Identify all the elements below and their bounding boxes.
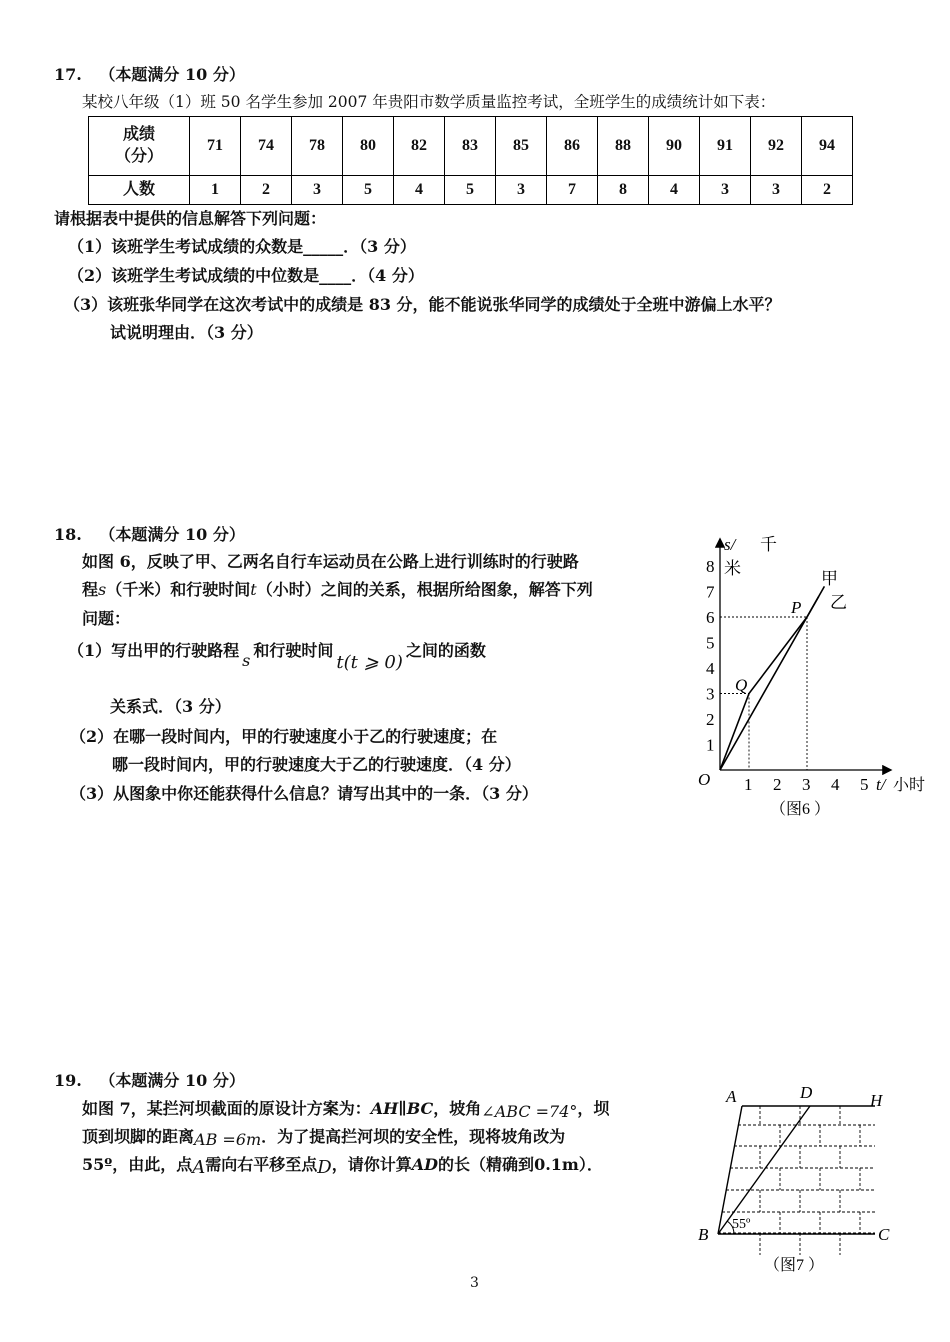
count-cell: 5 — [343, 176, 394, 205]
q19-text: ，坡角 — [433, 1099, 482, 1118]
q17-part3: （3）该班张华同学在这次考试中的成绩是 83 分，能不能说张华同学的成绩处于全班中游偏上水平？ — [64, 295, 781, 314]
q19-header — [54, 1070, 245, 1092]
q19-precision: 0.1m — [534, 1155, 579, 1174]
x-ticks — [744, 775, 869, 794]
q17-part1: （1）该班学生考试成绩的众数是_____．（3 分） — [68, 237, 416, 256]
q18-text: （1）写出甲的行驶路程 — [68, 641, 240, 660]
score-cell: 74 — [241, 117, 292, 176]
x-tick-label: 4 — [831, 775, 840, 794]
slope-ab — [718, 1106, 742, 1234]
score-cell: 88 — [598, 117, 649, 176]
y-tick-label: 2 — [706, 710, 715, 729]
q18-line2 — [82, 579, 593, 601]
q18-text: 程 — [82, 580, 99, 599]
line-jia-label: 甲 — [821, 569, 838, 588]
count-cell: 5 — [445, 176, 496, 205]
q17-prompt: 请根据表中提供的信息解答下列问题： — [54, 209, 327, 228]
q19-point-a: A — [192, 1157, 206, 1178]
q17-part3-cont: 试说明理由．（3 分） — [110, 323, 263, 342]
q19-ab: AB =6m — [194, 1130, 262, 1149]
q18-header — [54, 524, 245, 546]
point-d-label: D — [800, 1083, 813, 1102]
x-tick-label: 1 — [744, 775, 753, 794]
q19-text: ，坝 — [577, 1099, 610, 1118]
score-row-header — [89, 117, 190, 176]
q19-ad: AD — [411, 1155, 439, 1174]
q18-part1-cont: 关系式．（3 分） — [110, 697, 231, 716]
count-cell: 4 — [649, 176, 700, 205]
x-axis-label: t/ — [876, 775, 886, 794]
figure-7 — [690, 1080, 910, 1280]
page-number: 3 — [470, 1275, 479, 1291]
figure-6 — [690, 528, 940, 828]
q18-text: （千米）和行驶时间 — [106, 580, 251, 599]
score-cell: 78 — [292, 117, 343, 176]
q19-text: ）． — [578, 1155, 603, 1174]
q18-part3: （3）从图象中你还能获得什么信息？请写出其中的一条．（3 分） — [70, 784, 538, 803]
point-c-label: C — [878, 1225, 890, 1244]
q19-number: 19. — [54, 1071, 82, 1090]
q19-score-note: （本题满分 10 分） — [99, 1071, 245, 1090]
y-tick-label: 7 — [706, 582, 715, 602]
q18-expr: t(t ⩾ 0) — [336, 652, 403, 673]
q19-text: ．为了提高拦河坝的安全性，现将坡角改为 — [261, 1127, 566, 1146]
q19-line3 — [82, 1154, 603, 1176]
y-tick-label: 3 — [706, 684, 715, 704]
point-b-label: B — [698, 1225, 709, 1244]
score-cell: 85 — [496, 117, 547, 176]
score-header-label: 成绩 — [122, 126, 155, 143]
y-tick-label: 1 — [706, 735, 715, 755]
var-t: t — [250, 580, 257, 599]
y-axis-label: s/ — [724, 535, 736, 554]
q18-text: （小时）之间的关系，根据所给图象，解答下列 — [256, 580, 593, 599]
x-axis-unit: 小时 — [893, 777, 926, 794]
q18-line3: 问题： — [82, 609, 131, 628]
score-header-unit: （分） — [114, 148, 163, 165]
point-h-label: H — [870, 1091, 883, 1110]
q17-number: 17. — [54, 65, 82, 84]
count-cell: 4 — [394, 176, 445, 205]
q18-text: 之间的函数 — [405, 641, 486, 660]
q18-part2-cont: 哪一段时间内，甲的行驶速度大于乙的行驶速度．（4 分） — [112, 755, 521, 774]
q19-line2 — [82, 1126, 565, 1148]
q18-part1 — [68, 640, 486, 673]
count-cell: 2 — [802, 176, 853, 205]
q19-text: 55º，由此，点 — [82, 1155, 193, 1174]
q17-header — [54, 64, 245, 86]
y-tick-label: 8 — [706, 557, 715, 576]
q18-score-note: （本题满分 10 分） — [99, 525, 245, 544]
count-cell: 8 — [598, 176, 649, 205]
q19-text: 需向右平移至点 — [205, 1155, 318, 1174]
count-row — [89, 176, 853, 205]
y-ticks — [706, 557, 715, 755]
count-cell: 1 — [190, 176, 241, 205]
count-cell: 7 — [547, 176, 598, 205]
y-tick-label: 6 — [706, 608, 715, 627]
score-table — [88, 116, 853, 205]
x-tick-label: 2 — [773, 775, 782, 794]
origin-label: O — [698, 770, 711, 789]
point-q-label: Q — [735, 675, 748, 695]
q17-part2: （2）该班学生考试成绩的中位数是____．（4 分） — [68, 266, 424, 285]
score-cell: 83 — [445, 117, 496, 176]
q19-parallel: AH∥BC — [370, 1099, 434, 1118]
q19-point-d: D — [317, 1157, 332, 1178]
count-row-header: 人数 — [89, 176, 190, 205]
q17-score-note: （本题满分 10 分） — [99, 65, 245, 84]
x-tick-label: 5 — [860, 775, 869, 794]
q19-text: 顶到坝脚的距离 — [82, 1127, 195, 1146]
q19-text: 的长（精确到 — [438, 1155, 535, 1174]
q18-text: 和行驶时间 — [253, 641, 334, 660]
score-cell: 91 — [700, 117, 751, 176]
count-cell: 3 — [700, 176, 751, 205]
score-row — [89, 117, 853, 176]
angle-label: 55º — [732, 1217, 751, 1232]
y-tick-label: 4 — [706, 659, 715, 678]
count-cell: 2 — [241, 176, 292, 205]
score-cell: 94 — [802, 117, 853, 176]
q19-line1 — [82, 1098, 609, 1120]
score-cell: 71 — [190, 117, 241, 176]
count-cell: 3 — [751, 176, 802, 205]
dam-bricks — [718, 1106, 875, 1255]
q19-text: 如图 7，某拦河坝截面的原设计方案为： — [82, 1099, 371, 1118]
point-p-label: P — [791, 598, 802, 617]
score-cell: 80 — [343, 117, 394, 176]
score-cell: 86 — [547, 117, 598, 176]
q19-text: ，请你计算 — [331, 1155, 412, 1174]
var-s: s — [242, 651, 251, 670]
score-cell: 90 — [649, 117, 700, 176]
var-s: s — [98, 580, 107, 599]
q18-part2: （2）在哪一段时间内，甲的行驶速度小于乙的行驶速度；在 — [70, 727, 498, 746]
count-cell: 3 — [496, 176, 547, 205]
y-tick-label: 5 — [706, 633, 715, 653]
y-axis-unit-2: 米 — [724, 559, 741, 578]
figure-7-caption: （图7 ） — [764, 1257, 825, 1274]
score-cell: 82 — [394, 117, 445, 176]
y-axis-unit-1: 千 — [760, 535, 777, 554]
line-yi-label: 乙 — [830, 593, 847, 612]
q18-line1: 如图 6，反映了甲、乙两名自行车运动员在公路上进行训练时的行驶路 — [82, 552, 579, 571]
figure-6-caption: （图6 ） — [770, 801, 831, 818]
count-cell: 3 — [292, 176, 343, 205]
score-cell: 92 — [751, 117, 802, 176]
point-a-label: A — [726, 1087, 737, 1106]
x-tick-label: 3 — [802, 775, 811, 794]
q17-intro: 某校八年级（1）班 50 名学生参加 2007 年贵阳市数学质量监控考试，全班学生的成绩统计如下表： — [82, 93, 776, 111]
q19-angle: ∠ABC =74° — [481, 1102, 578, 1121]
q18-number: 18. — [54, 525, 82, 544]
